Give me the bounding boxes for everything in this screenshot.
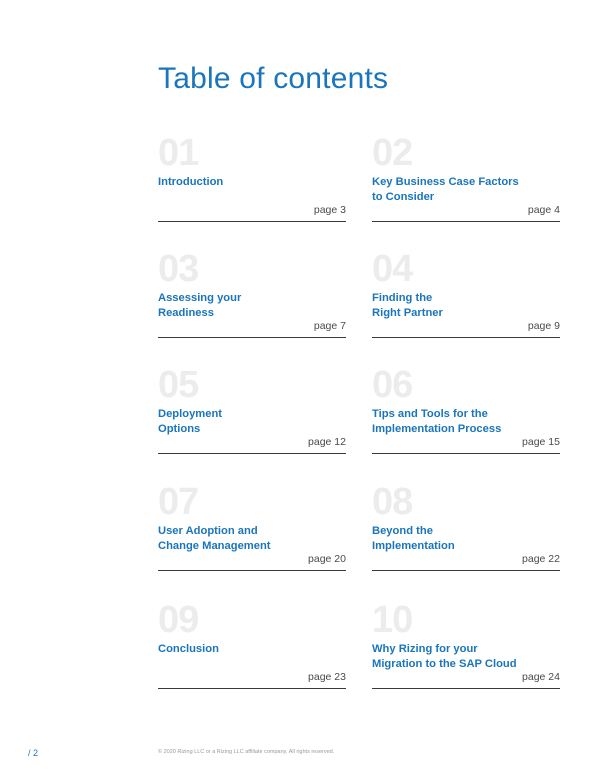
- section-title[interactable]: Deployment Options: [158, 408, 223, 435]
- section-number: 02: [372, 132, 413, 174]
- page-reference: page 20: [308, 553, 346, 565]
- section-title[interactable]: Introduction: [158, 176, 224, 188]
- section-title[interactable]: Conclusion: [158, 643, 219, 655]
- page-reference: page 12: [308, 436, 346, 448]
- toc-entry-07[interactable]: [158, 482, 346, 578]
- toc-entry-03[interactable]: [158, 249, 346, 345]
- section-number: 06: [372, 364, 413, 406]
- section-number: 03: [158, 248, 199, 290]
- divider: [372, 453, 560, 454]
- toc-entry-06[interactable]: [372, 365, 560, 461]
- page-title: Table of contents: [158, 62, 389, 95]
- section-number: 08: [372, 481, 413, 523]
- toc-entry-04[interactable]: [372, 249, 560, 345]
- page-reference: page 4: [527, 204, 560, 216]
- page-reference: page 22: [522, 553, 560, 565]
- page-reference: page 7: [313, 320, 346, 332]
- toc-entry-01[interactable]: [158, 133, 346, 229]
- divider: [372, 337, 560, 338]
- footer-page-number: / 2: [28, 748, 39, 758]
- divider: [158, 570, 346, 571]
- page-reference: page 9: [527, 320, 560, 332]
- section-number: 07: [158, 481, 199, 523]
- section-title[interactable]: Tips and Tools for the Implementation Process: [372, 408, 502, 435]
- toc-entry-09[interactable]: [158, 600, 346, 696]
- section-title[interactable]: Finding the Right Partner: [372, 292, 443, 319]
- toc-entry-05[interactable]: [158, 365, 346, 461]
- divider: [372, 688, 560, 689]
- section-number: 09: [158, 599, 199, 641]
- section-number: 01: [158, 132, 199, 174]
- divider: [158, 453, 346, 454]
- toc-entry-10[interactable]: [372, 600, 560, 696]
- page-reference: page 24: [522, 671, 560, 683]
- toc-entry-08[interactable]: [372, 482, 560, 578]
- section-number: 04: [372, 248, 413, 290]
- section-number: 05: [158, 364, 199, 406]
- divider: [372, 221, 560, 222]
- divider: [158, 221, 346, 222]
- section-title[interactable]: Beyond the Implementation: [372, 525, 455, 552]
- page-reference: page 23: [308, 671, 346, 683]
- section-title[interactable]: User Adoption and Change Management: [158, 525, 271, 552]
- footer-copyright: © 2020 Rizing LLC or a Rizing LLC affiliate company. All rights reserved.: [158, 749, 335, 755]
- section-title[interactable]: Why Rizing for your Migration to the SAP Cloud: [372, 643, 517, 670]
- toc-entry-02[interactable]: [372, 133, 560, 229]
- divider: [158, 688, 346, 689]
- divider: [372, 570, 560, 571]
- section-title[interactable]: Key Business Case Factors to Consider: [372, 176, 519, 203]
- page-reference: page 15: [522, 436, 560, 448]
- section-title[interactable]: Assessing your Readiness: [158, 292, 242, 319]
- section-number: 10: [372, 599, 413, 641]
- divider: [158, 337, 346, 338]
- page-reference: page 3: [313, 204, 346, 216]
